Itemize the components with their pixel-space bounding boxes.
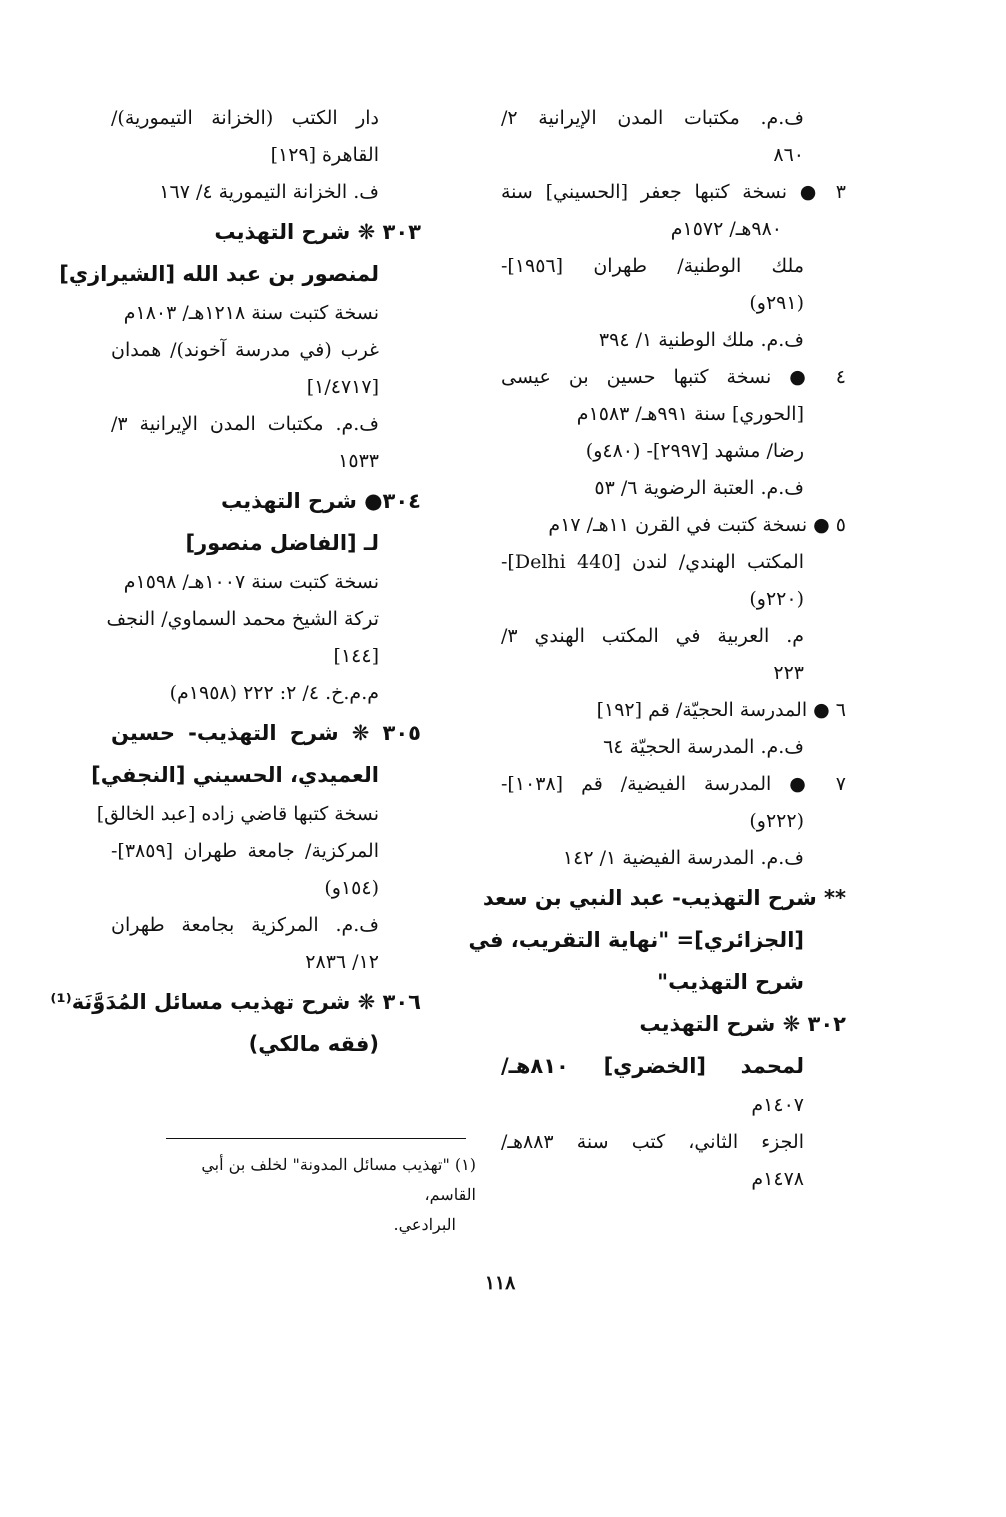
- entry-line: غرب (في مدرسة آخوند)/ همدان: [111, 339, 379, 361]
- entry-line: (٢٩١و): [749, 292, 804, 314]
- entry-heading: ٣٠٤● شرح التهذيب: [220, 489, 421, 513]
- entry-line: نسخة كتبها قاضي زاده [عبد الخالق]: [96, 803, 379, 825]
- entry-line: ف.م. المدرسة الحجيّة ٦٤: [603, 736, 804, 758]
- entry-line: ٧ ● المدرسة الفيضية/ قم [١٠٣٨]-: [501, 773, 846, 795]
- page-number: ١١٨: [484, 1272, 516, 1294]
- entry-heading: [الجزائري]= "نهاية التقريب، في: [468, 928, 804, 952]
- entry-heading: ٣٠٥ ❋ شرح التهذيب- حسين: [111, 721, 421, 745]
- entry-line: ٤ ● نسخة كتبها حسين بن عيسى: [501, 366, 846, 388]
- right-column: [468, 100, 846, 1198]
- entry-heading: (فقه مالكي): [248, 1032, 379, 1056]
- entry-line: ف.م. مكتبات المدن الإيرانية ٣/: [111, 413, 379, 435]
- entry-line: [١/٤٧١٧]: [306, 376, 379, 398]
- entry-line: ف. الخزانة التيمورية ٤/ ١٦٧: [159, 181, 379, 203]
- footnote: [171, 1150, 476, 1240]
- entry-heading: العميدي، الحسيني [النجفي]: [91, 763, 379, 787]
- footnote-line: (١) "تهذيب مسائل المدونة" لخلف بن أبي القاسم،: [201, 1155, 476, 1204]
- entry-line: نسخة كتبت سنة ١٠٠٧هـ/ ١٥٩٨م: [123, 571, 379, 593]
- entry-line: ١٥٣٣: [338, 450, 379, 472]
- entry-line: ١٢/ ٢٨٣٦: [305, 951, 379, 973]
- entry-line: (٢٢٠و): [749, 588, 804, 610]
- entry-line: [الحوري] سنة ٩٩١هـ/ ١٥٨٣م: [576, 403, 804, 425]
- entry-heading: ٣٠٦ ❋ شرح تهذيب مسائل المُدَوَّنَة⁽¹⁾: [50, 990, 421, 1014]
- entry-heading: ** شرح التهذيب- عبد النبي بن سعد: [482, 886, 846, 910]
- entry-line: (١٥٤و): [324, 877, 379, 899]
- entry-heading: لـ [الفاضل منصور]: [185, 531, 379, 555]
- entry-heading: شرح التهذيب": [657, 970, 804, 994]
- entry-line: ف.م. ملك الوطنية ١/ ٣٩٤: [598, 329, 804, 351]
- footnote-line: البرادعي.: [393, 1215, 456, 1234]
- entry-line: م.م.خ. ٤/ ٢: ٢٢٢ (١٩٥٨م): [169, 682, 379, 704]
- entry-heading: ٣٠٢ ❋ شرح التهذيب: [639, 1012, 846, 1036]
- entry-line: [١٤٤]: [333, 645, 379, 667]
- entry-line: المركزية/ جامعة طهران [٣٨٥٩]-: [111, 840, 379, 862]
- entry-line: م. العربية في المكتب الهندي ٣/: [501, 625, 804, 647]
- entry-line: المكتب الهندي/ لندن [Delhi 440]-: [501, 551, 804, 573]
- entry-heading: لمنصور بن عبد الله [الشيرازي]: [59, 262, 379, 286]
- footnote-separator: [166, 1138, 466, 1139]
- entry-line: ٥ ● نسخة كتبت في القرن ١١هـ/ ١٧م: [548, 514, 846, 536]
- entry-line: ٢٢٣: [773, 662, 804, 684]
- entry-line: ف.م. المركزية بجامعة طهران: [111, 914, 379, 936]
- entry-line: رضا/ مشهد [٢٩٩٧]- (٤٨٠و): [585, 440, 804, 462]
- entry-line: الجزء الثاني، كتب سنة ٨٨٣هـ/: [501, 1131, 804, 1153]
- entry-line: ٣ ● نسخة كتبها جعفر [الحسيني] سنة: [501, 181, 846, 203]
- entry-line: دار الكتب (الخزانة التيمورية)/: [111, 107, 379, 129]
- entry-heading: لمحمد [الخضري] ٨١٠هـ/: [501, 1054, 804, 1078]
- entry-line: ف.م. مكتبات المدن الإيرانية ٢/: [501, 107, 804, 129]
- entry-line: نسخة كتبت سنة ١٢١٨هـ/ ١٨٠٣م: [123, 302, 379, 324]
- entry-line: ١٤٠٧م: [751, 1094, 804, 1116]
- entry-line: القاهرة [١٢٩]: [270, 144, 379, 166]
- entry-line: تركة الشيخ محمد السماوي/ النجف: [106, 608, 379, 630]
- left-column: [50, 100, 421, 1065]
- entry-heading: ٣٠٣ ❋ شرح التهذيب: [214, 220, 421, 244]
- entry-line: (٢٢٢و): [749, 810, 804, 832]
- entry-line: ٨٦٠: [773, 144, 804, 166]
- entry-line: ف.م. العتبة الرضوية ٦/ ٥٣: [594, 477, 804, 499]
- entry-line: ٦ ● المدرسة الحجيّة/ قم [١٩٢]: [596, 699, 846, 721]
- entry-line: ف.م. المدرسة الفيضية ١/ ١٤٢: [562, 847, 804, 869]
- entry-line: ملك الوطنية/ طهران [١٩٥٦]-: [501, 255, 804, 277]
- entry-line: ١٤٧٨م: [751, 1168, 804, 1190]
- entry-line: ٩٨٠هـ/ ١٥٧٢م: [670, 218, 782, 240]
